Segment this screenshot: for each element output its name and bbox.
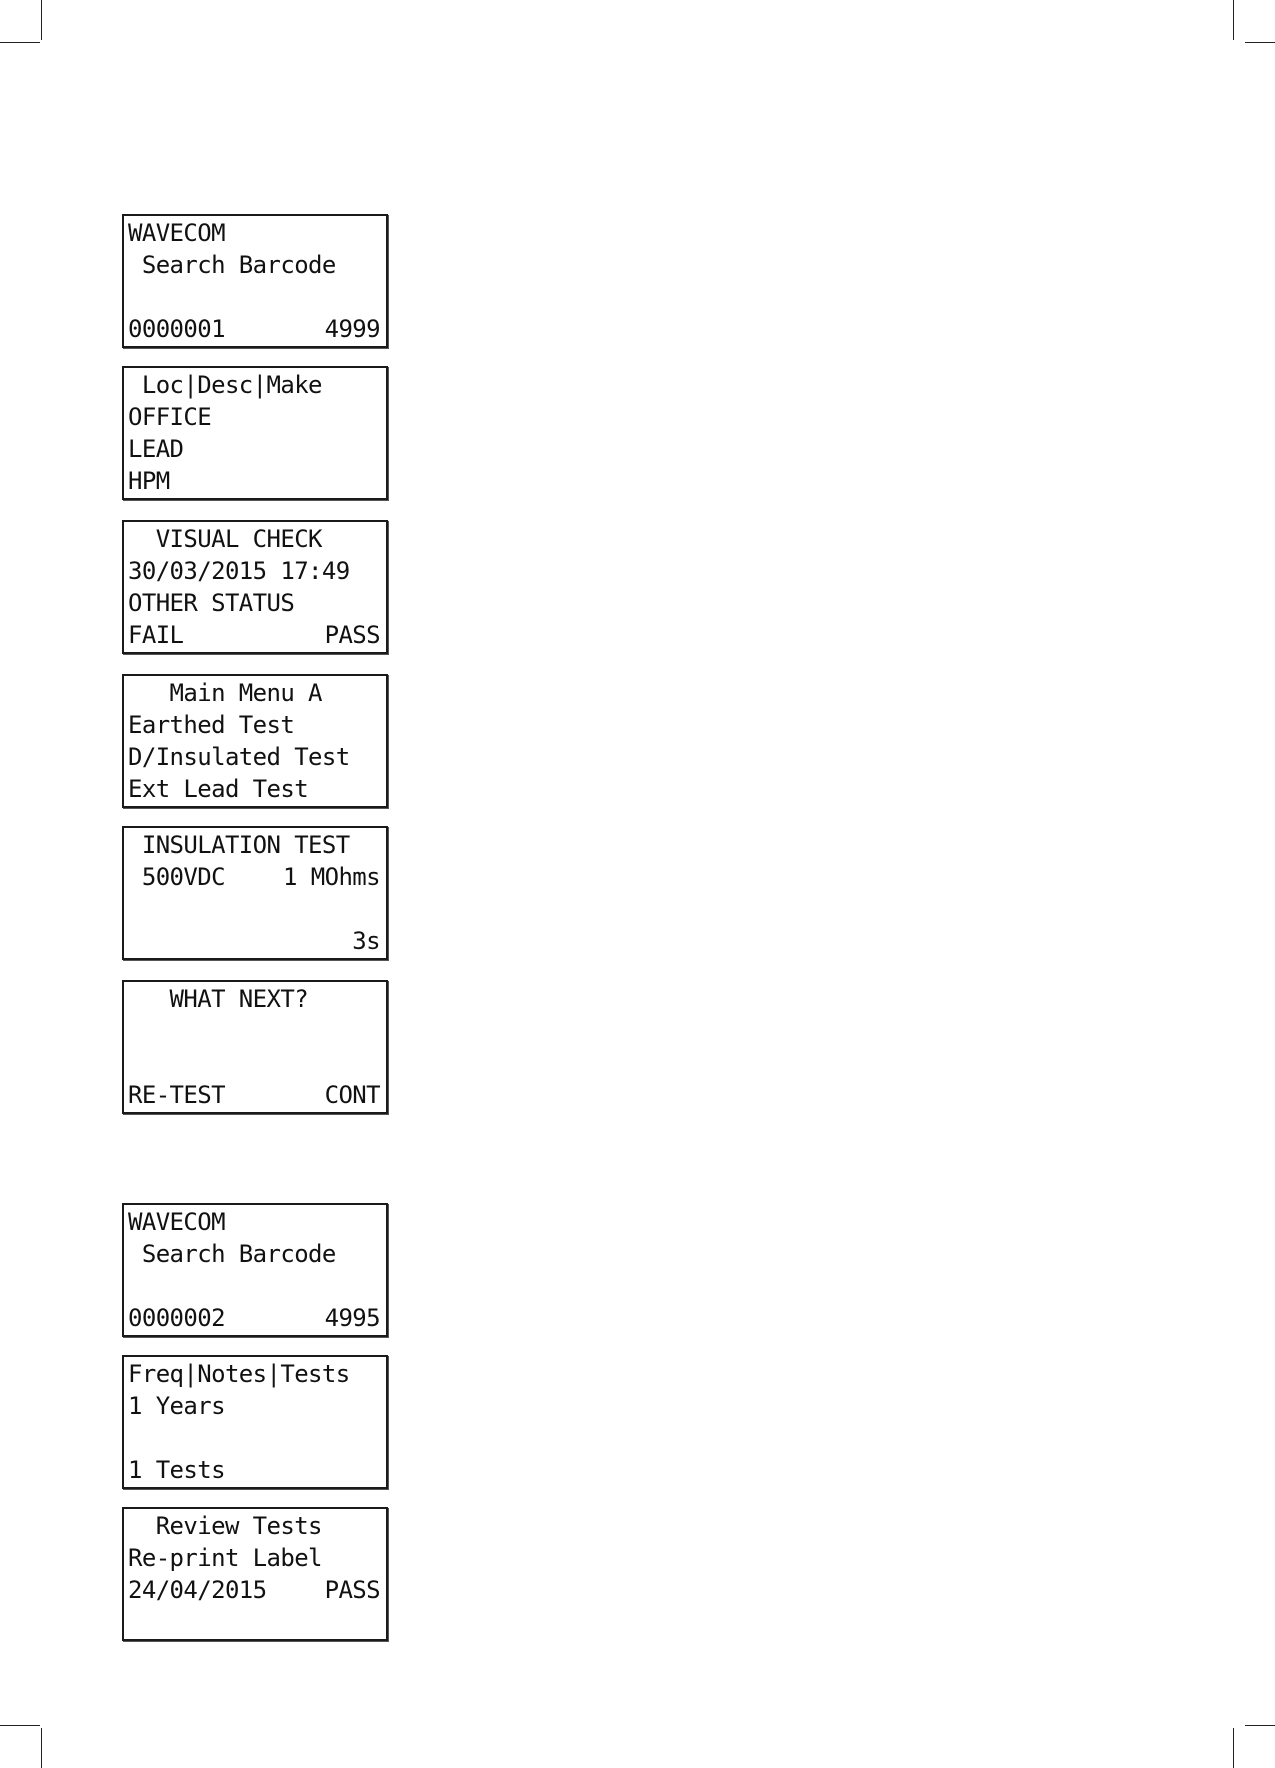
lcd-line — [128, 465, 380, 497]
lcd-line — [128, 313, 380, 345]
lcd-line — [128, 893, 380, 925]
lcd-text: 1 Years — [128, 1392, 225, 1420]
lcd-screen-visual-check — [122, 520, 388, 654]
lcd-text: 500VDC — [128, 863, 225, 891]
lcd-screen-barcode-search-2 — [122, 1203, 388, 1337]
lcd-text: 0000001 — [128, 315, 225, 343]
lcd-line — [128, 983, 380, 1015]
crop-mark — [0, 42, 40, 43]
lcd-line — [128, 1358, 380, 1390]
lcd-line — [128, 1510, 380, 1542]
lcd-text: RE-TEST — [128, 1081, 225, 1109]
lcd-line — [128, 1606, 380, 1638]
lcd-text: OTHER STATUS — [128, 589, 295, 617]
lcd-line — [128, 1390, 380, 1422]
lcd-line — [128, 1422, 380, 1454]
lcd-line — [128, 1206, 380, 1238]
lcd-text: 24/04/2015 — [128, 1576, 267, 1604]
lcd-line — [128, 925, 380, 957]
lcd-text: Search Barcode — [128, 1240, 336, 1268]
lcd-text-right: 1 MOhms — [283, 863, 380, 891]
crop-mark — [1245, 42, 1275, 43]
crop-mark — [1245, 1725, 1275, 1726]
lcd-line — [128, 829, 380, 861]
lcd-line — [128, 677, 380, 709]
lcd-line — [128, 1302, 380, 1334]
lcd-screen-freq-notes-tests — [122, 1355, 388, 1489]
lcd-line — [128, 281, 380, 313]
lcd-text: WAVECOM — [128, 1208, 225, 1236]
lcd-line — [128, 1270, 380, 1302]
lcd-text: WHAT NEXT? — [128, 985, 309, 1013]
crop-mark — [0, 1725, 40, 1726]
lcd-text: WAVECOM — [128, 219, 225, 247]
lcd-line — [128, 1238, 380, 1270]
lcd-line — [128, 369, 380, 401]
lcd-text: Loc|Desc|Make — [128, 371, 322, 399]
lcd-text: VISUAL CHECK — [128, 525, 322, 553]
lcd-line — [128, 709, 380, 741]
lcd-text: LEAD — [128, 435, 184, 463]
lcd-text-right: PASS — [324, 621, 380, 649]
lcd-text-right: CONT — [324, 1081, 380, 1109]
lcd-text: Main Menu A — [128, 679, 322, 707]
lcd-line — [128, 1454, 380, 1486]
crop-mark — [1233, 1728, 1234, 1768]
lcd-line — [128, 773, 380, 805]
crop-mark — [1233, 0, 1234, 40]
lcd-screen-loc-desc-make — [122, 366, 388, 500]
lcd-text-right: 3s — [352, 927, 380, 955]
lcd-text: OFFICE — [128, 403, 212, 431]
lcd-text: FAIL — [128, 621, 184, 649]
lcd-screen-what-next — [122, 980, 388, 1114]
crop-mark — [41, 0, 42, 40]
lcd-text: Earthed Test — [128, 711, 295, 739]
lcd-text: Ext Lead Test — [128, 775, 309, 803]
lcd-line — [128, 433, 380, 465]
lcd-text: INSULATION TEST — [128, 831, 350, 859]
lcd-line — [128, 401, 380, 433]
lcd-line — [128, 861, 380, 893]
lcd-text: Review Tests — [128, 1512, 322, 1540]
lcd-text: Search Barcode — [128, 251, 336, 279]
lcd-screen-barcode-search-1 — [122, 214, 388, 348]
lcd-line — [128, 555, 380, 587]
lcd-line — [128, 249, 380, 281]
lcd-line — [128, 1542, 380, 1574]
lcd-screen-review-tests — [122, 1507, 388, 1641]
lcd-text: 0000002 — [128, 1304, 225, 1332]
lcd-line — [128, 1574, 380, 1606]
lcd-line — [128, 1079, 380, 1111]
lcd-line — [128, 523, 380, 555]
lcd-text: Freq|Notes|Tests — [128, 1360, 350, 1388]
lcd-text: HPM — [128, 467, 170, 495]
lcd-text-right: 4999 — [324, 315, 380, 343]
lcd-line — [128, 587, 380, 619]
lcd-line — [128, 619, 380, 651]
lcd-text: 30/03/2015 17:49 — [128, 557, 350, 585]
lcd-line — [128, 1047, 380, 1079]
lcd-text: Re-print Label — [128, 1544, 322, 1572]
lcd-screen-insulation-test — [122, 826, 388, 960]
lcd-line — [128, 217, 380, 249]
lcd-text: 1 Tests — [128, 1456, 225, 1484]
crop-mark — [41, 1728, 42, 1768]
lcd-screen-main-menu — [122, 674, 388, 808]
lcd-line — [128, 1015, 380, 1047]
lcd-text-right: PASS — [324, 1576, 380, 1604]
lcd-text-right: 4995 — [324, 1304, 380, 1332]
lcd-line — [128, 741, 380, 773]
lcd-text: D/Insulated Test — [128, 743, 350, 771]
